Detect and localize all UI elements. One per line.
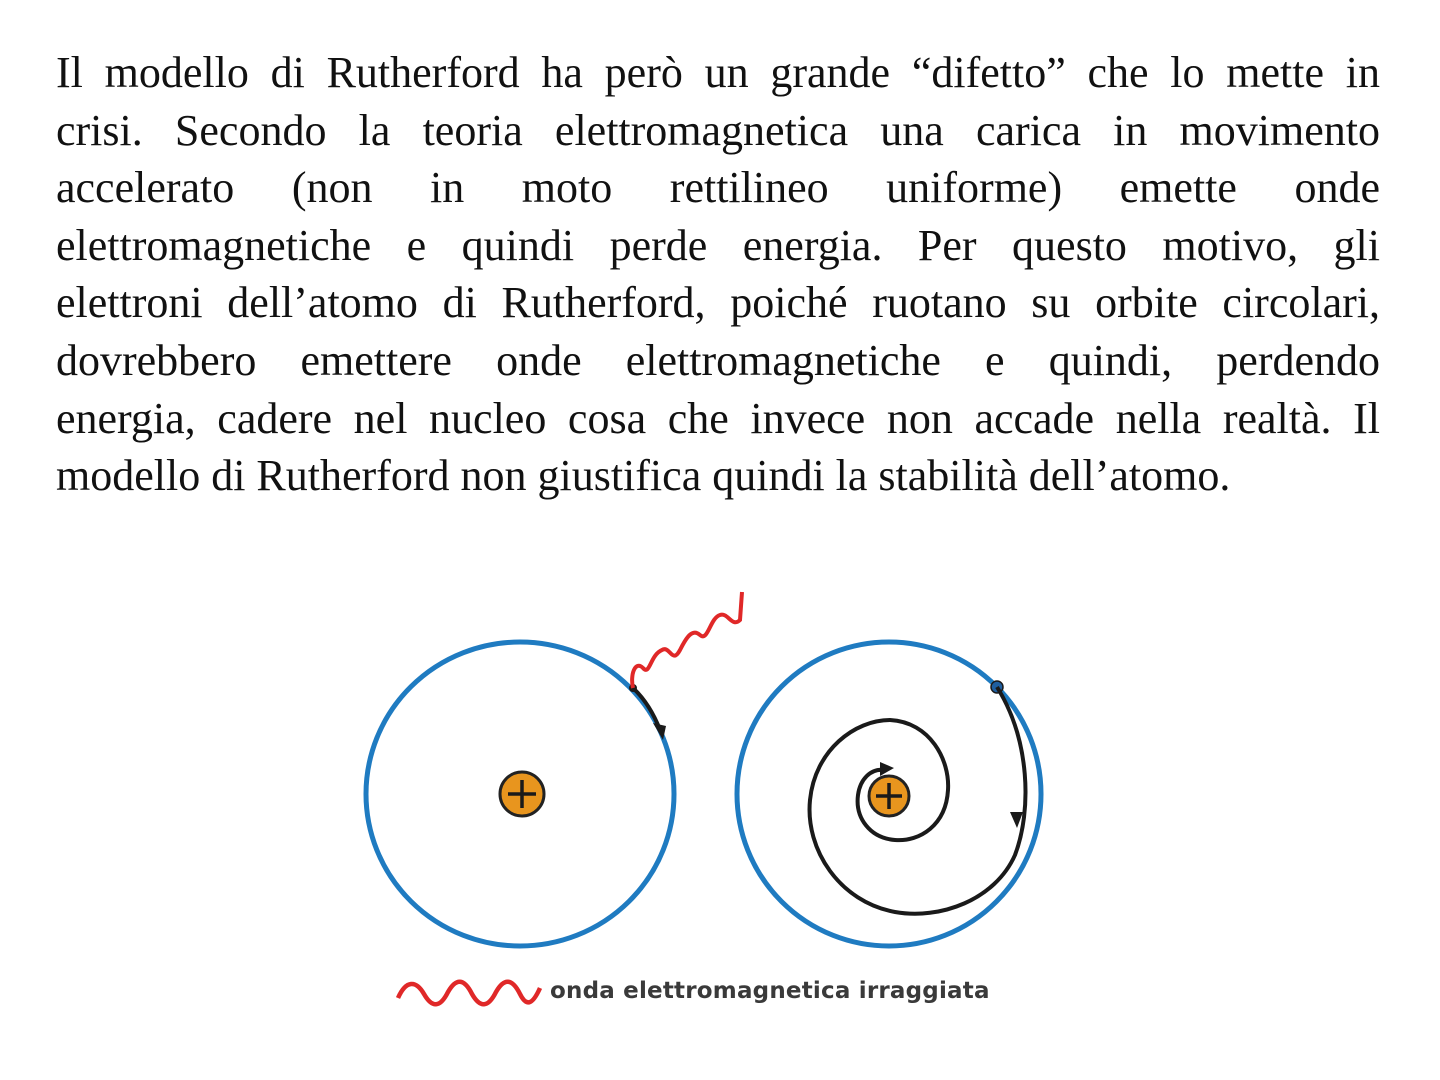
stable-orbit-atom [366,592,742,946]
paragraph-line: energia, cadere nel nucleo cosa che invece non accade nella realtà. Il [56,393,1380,443]
paragraph-line: Il modello di Rutherford ha però un grande “difetto” che lo mette in [56,48,1380,97]
paragraph-line: accelerato (non in moto rettilineo uniforme) emette onde [56,163,1380,213]
radiated-wave [632,592,742,688]
legend-label: onda elettromagnetica irraggiata [550,978,990,1004]
collapsing-atom [737,642,1041,946]
arrow-head-icon [880,762,894,776]
legend-wave-icon [398,982,540,1005]
paragraph-line: crisi. Secondo la teoria elettromagnetica una carica in movimento [56,105,1380,155]
paragraph-line: dovrebbero emettere onde elettromagnetiche e quindi, perdendo [56,335,1380,385]
paragraph-line: elettromagnetiche e quindi perde energia. Per questo motivo, gli [56,220,1380,270]
atom-diagram [350,580,1070,1030]
paragraph-line: elettroni dell’atomo di Rutherford, poiché ruotano su orbite circolari, [56,278,1380,328]
paragraph-line: modello di Rutherford non giustifica quindi la stabilità dell’atomo. [56,451,1231,501]
spiral-path [810,687,1026,914]
rutherford-paragraph [56,44,1380,505]
